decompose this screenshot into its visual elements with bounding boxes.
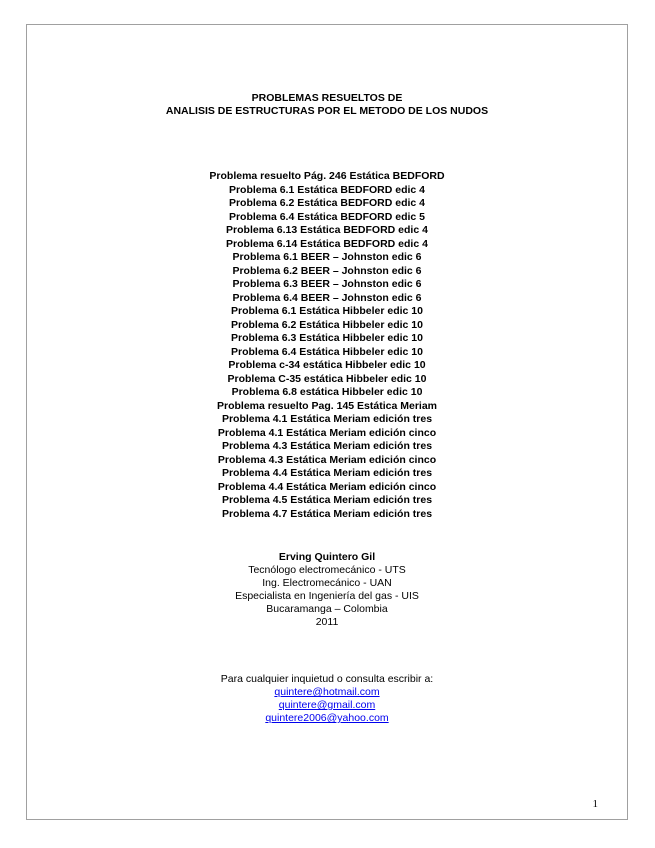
author-location: Bucaramanga – Colombia — [266, 603, 388, 615]
problem-item: Problema 4.4 Estática Meriam edición tres — [221, 467, 433, 479]
problem-item: Problema resuelto Pág. 246 Estática BEDFORD — [209, 170, 445, 182]
document-title — [27, 92, 627, 118]
problem-item: Problema 6.8 estática Hibbeler edic 10 — [231, 386, 423, 398]
problem-item: Problema 6.4 Estática BEDFORD edic 5 — [228, 210, 426, 223]
contact-intro: Para cualquier inquietud o consulta escribir a: — [220, 673, 434, 685]
problem-item: Problema 6.1 Estática Hibbeler edic 10 — [230, 305, 423, 317]
problem-item: Problema 4.1 Estática Meriam edición cinco — [217, 426, 437, 439]
problem-item: Problema 6.2 BEER – Johnston edic 6 — [232, 264, 422, 277]
problem-item: Problema 6.4 BEER – Johnston edic 6 — [232, 291, 422, 304]
author-year: 2011 — [315, 616, 339, 628]
email-link-yahoo[interactable]: quintere2006@yahoo.com — [265, 712, 389, 724]
page-number: 1 — [592, 798, 598, 810]
problem-item: Problema 6.14 Estática BEDFORD edic 4 — [226, 237, 428, 250]
problem-item: Problema 6.13 Estática BEDFORD edic 4 — [226, 224, 428, 236]
problem-item: Problema resuelto Pag. 145 Estática Meriam — [216, 399, 437, 412]
problem-item: Problema C-35 estática Hibbeler edic 10 — [227, 372, 427, 385]
title-line-1: PROBLEMAS RESUELTOS DE — [251, 92, 403, 104]
author-credential: Tecnólogo electromecánico - UTS — [248, 564, 406, 576]
author-credential: Ing. Electromecánico - UAN — [262, 577, 392, 589]
problem-item: Problema 6.2 Estática Hibbeler edic 10 — [230, 318, 423, 331]
problem-item: Problema 6.1 Estática BEDFORD edic 4 — [228, 183, 426, 196]
author-block — [27, 551, 627, 629]
problem-item: Problema 4.4 Estática Meriam edición cinco — [217, 480, 437, 493]
problem-item: Problema 4.3 Estática Meriam edición tres — [221, 440, 433, 452]
title-line-2: ANALISIS DE ESTRUCTURAS POR EL METODO DE LOS NUDOS — [165, 105, 489, 117]
problem-item: Problema 4.7 Estática Meriam edición tres — [221, 507, 433, 520]
problem-item: Problema c-34 estática Hibbeler edic 10 — [228, 359, 426, 371]
document-page — [26, 24, 628, 820]
problem-list — [27, 170, 627, 521]
problem-item: Problema 4.1 Estática Meriam edición tres — [221, 413, 433, 425]
author-credential: Especialista en Ingeniería del gas - UIS — [235, 590, 419, 602]
contact-block — [27, 673, 627, 725]
problem-item: Problema 6.4 Estática Hibbeler edic 10 — [230, 345, 423, 358]
problem-item: Problema 6.1 BEER – Johnston edic 6 — [232, 251, 422, 263]
problem-item: Problema 4.5 Estática Meriam edición tres — [221, 494, 433, 506]
author-name: Erving Quintero Gil — [278, 551, 376, 563]
problem-item: Problema 6.2 Estática BEDFORD edic 4 — [228, 197, 426, 209]
problem-item: Problema 6.3 BEER – Johnston edic 6 — [232, 278, 422, 290]
problem-item: Problema 6.3 Estática Hibbeler edic 10 — [230, 332, 423, 344]
email-link-hotmail[interactable]: quintere@hotmail.com — [274, 686, 380, 698]
email-link-gmail[interactable]: quintere@gmail.com — [278, 699, 376, 711]
problem-item: Problema 4.3 Estática Meriam edición cinco — [217, 453, 437, 466]
